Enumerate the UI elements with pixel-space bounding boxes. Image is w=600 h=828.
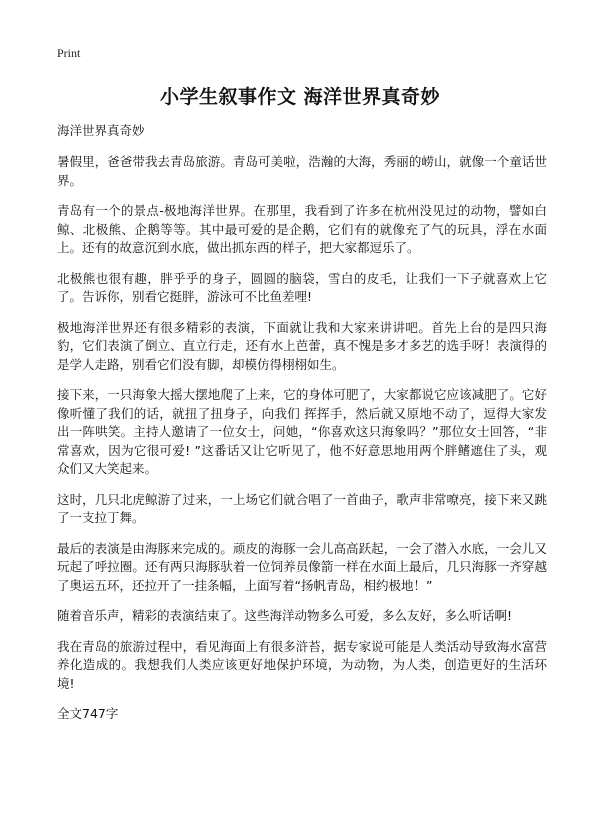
paragraph: 极地海洋世界还有很多精彩的表演，下面就让我和大家来讲讲吧。首先上台的是四只海豹，它们表演了倒立、直立行走，还有水上芭蕾，真不愧是多才多艺的选手呀！表演得的是学人走路，别看它们没有脚，却模仿得栩栩如生。	[57, 319, 547, 372]
paragraph: 这时，几只北虎鲸游了过来，一上场它们就合唱了一首曲子，歌声非常嘹亮，接下来又跳了一支拉丁舞。	[57, 491, 547, 525]
paragraph: 随着音乐声，精彩的表演结束了。这些海洋动物多么可爱，多么友好，多么听话啊!	[57, 608, 513, 623]
print-link[interactable]: Print	[57, 46, 81, 60]
article-body	[57, 122, 547, 723]
paragraph: 青岛有一个的景点-极地海洋世界。在那里，我看到了许多在杭州没见过的动物，譬如白鲸、北极熊、企鹅等等。其中最可爱的是企鹅，它们有的就像充了气的玩具，浮在水面上。还有的故意沉到水底，做出抓东西的样子，把大家都逗乐了。	[57, 203, 547, 255]
paragraph: 最后的表演是由海豚来完成的。顽皮的海豚一会儿高高跃起，一会了潜入水底，一会儿又玩起了呼拉圈。还有两只海豚驮着一位饲养员像箭一样在水面上最后，几只海豚一齐穿越了奥运五环，还拉开了一挂条幅，上面写着“扬帆青岛，相约极地！”	[57, 540, 547, 593]
paragraph: 接下来，一只海象大摇大摆地爬了上来，它的身体可肥了，大家都说它应该减肥了。它好像听懂了我们的话，就扭了扭身子，向我们 挥挥手，然后就又原地不动了，逗得大家发出一阵哄笑。主持人邀请了一位女士，问她，“你喜欢这只海象吗？”那位女士回答，“非常喜欢，因为它很可爱! ”这番话又让它听见了，他不好意思地用两个胖鳍遮住了头，观众们又大笑起来。	[57, 387, 547, 476]
paragraph: 暑假里，爸爸带我去青岛旅游。青岛可美啦，浩瀚的大海，秀丽的崂山，就像一个童话世界。	[57, 154, 547, 188]
article-subtitle: 海洋世界真奇妙	[57, 123, 145, 138]
paragraph: 北极熊也很有趣，胖乎乎的身子，圆圆的脑袋，雪白的皮毛，让我们一下子就喜欢上它了。告诉你，别看它挺胖，游泳可不比鱼差哩!	[57, 270, 547, 304]
paragraph: 我在青岛的旅游过程中，看见海面上有很多浒苔，据专家说可能是人类活动导致海水富营养化造成的。我想我们人类应该更好地保护环境，为动物，为人类，创造更好的生活环境!	[57, 638, 547, 691]
word-count: 全文747字	[57, 706, 119, 721]
article-title: 小学生叙事作文 海洋世界真奇妙	[159, 86, 441, 108]
